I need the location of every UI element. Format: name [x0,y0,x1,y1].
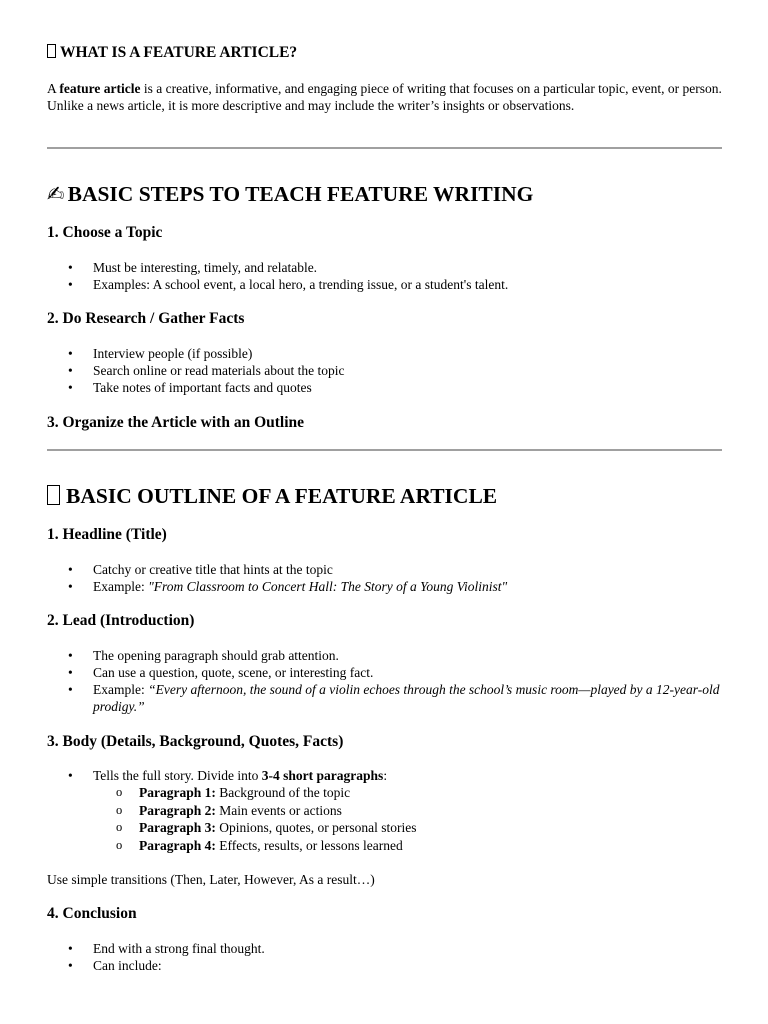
divider [47,147,722,149]
outline-title-headline: 1. Headline (Title) [47,526,167,543]
step1-list [47,259,722,293]
list-item: o Paragraph 1: Background of the topic [93,784,722,802]
step-title-choose-topic: 1. Choose a Topic [47,224,163,241]
step-title-organize: 3. Organize the Article with an Outline [47,414,305,431]
outline-title-body: 3. Body (Details, Background, Quotes, Facts) [47,733,344,750]
list-item: • Must be interesting, timely, and relatable. [47,259,722,276]
transitions-note: Use simple transitions (Then, Later, However, As a result…) [47,872,375,887]
section-heading-what-is: WHAT IS A FEATURE ARTICLE? [47,44,722,62]
list-item: • Tells the full story. Divide into 3-4 short paragraphs: o Paragraph 1: Background of the topic o Paragraph 2: Main events or actions o Paragraph 3: Opinions, quotes, or personal stories o Paragraph 4: Effects, results, or lessons learned [47,767,722,854]
conclusion-list [47,940,722,974]
list-item: • End with a strong final thought. [47,940,722,957]
lead-list [47,647,722,715]
section-heading-basic-outline: BASIC OUTLINE OF A FEATURE ARTICLE [47,483,722,509]
list-item: • Catchy or creative title that hints at the topic [47,561,722,578]
writing-hand-icon: ✍ [47,182,65,206]
list-item: • The opening paragraph should grab attention. [47,647,722,664]
list-item: • Take notes of important facts and quotes [47,379,722,396]
outline-title-lead: 2. Lead (Introduction) [47,612,195,629]
list-item: • Example: "From Classroom to Concert Hall: The Story of a Young Violinist" [47,578,722,595]
list-item: o Paragraph 3: Opinions, quotes, or personal stories [93,819,722,837]
list-item: • Examples: A school event, a local hero, a trending issue, or a student's talent. [47,276,722,293]
list-item: • Can use a question, quote, scene, or interesting fact. [47,664,722,681]
outline-title-conclusion: 4. Conclusion [47,905,137,922]
section-heading-basic-steps: ✍ BASIC STEPS TO TEACH FEATURE WRITING [47,182,534,206]
headline-list [47,561,722,595]
intro-bold-term: feature article [59,81,141,96]
list-item: • Can include: [47,957,722,974]
list-item: • Example: “Every afternoon, the sound of a violin echoes through the school’s music room—played by a 12-year-old prodigy.” [47,681,722,715]
step-title-research: 2. Do Research / Gather Facts [47,310,245,327]
step2-list [47,345,722,396]
list-item: • Interview people (if possible) [47,345,722,362]
list-item: • Search online or read materials about the topic [47,362,722,379]
body-paragraph-list [93,784,722,854]
divider [47,449,722,451]
intro-paragraph: A feature article is a creative, informative, and engaging piece of writing that focuses on a particular topic, event, or person. Unlike a news article, it is more descriptive and may include the writer’s insights or observations. [47,81,722,113]
missing-glyph-icon [47,485,60,505]
list-item: o Paragraph 2: Main events or actions [93,802,722,820]
body-list [47,767,722,854]
list-item: o Paragraph 4: Effects, results, or lessons learned [93,837,722,855]
missing-glyph-icon [47,44,56,58]
